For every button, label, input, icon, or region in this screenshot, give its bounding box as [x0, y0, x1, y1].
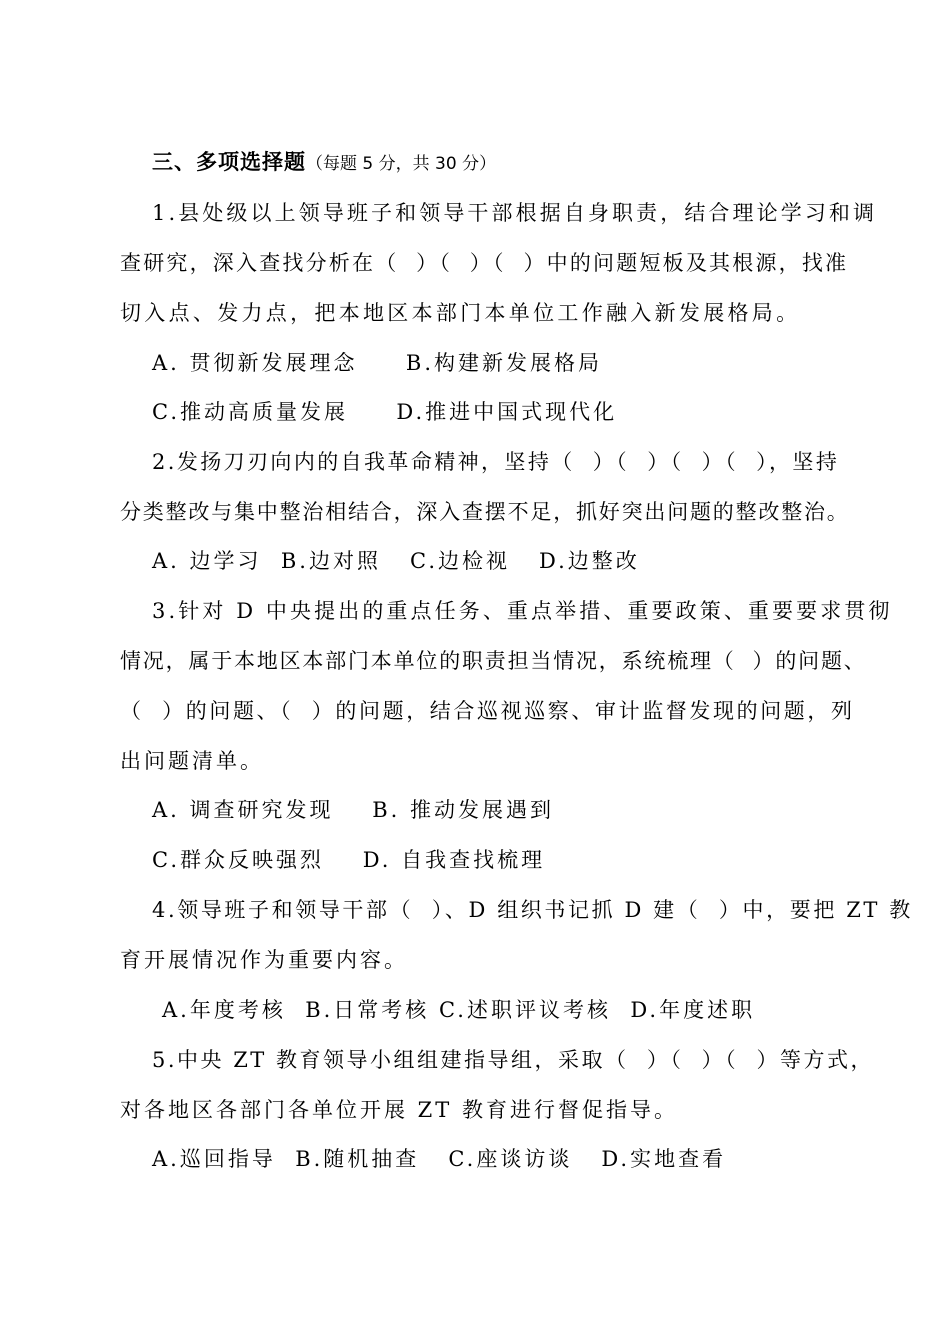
question-5-line-1: 5.中央 ZT 教育领导小组组建指导组，采取（ ）（ ）（ ）等方式，	[152, 1048, 875, 1072]
question-3-line-3: （ ）的问题、（ ）的问题，结合巡视巡察、审计监督发现的问题，列	[120, 699, 855, 723]
question-1-line-2: 查研究，深入查找分析在（ ）（ ）（ ）中的问题短板及其根源，找准	[120, 251, 849, 275]
question-2-options: A. 边学习 B.边对照 C.边检视 D.边整改	[152, 549, 640, 573]
question-2-line-1: 2.发扬刀刃向内的自我革命精神，坚持（ ）（ ）（ ）（ ），坚持	[152, 450, 840, 474]
question-3-line-1: 3.针对 D 中央提出的重点任务、重点举措、重要政策、重要要求贯彻	[152, 599, 893, 623]
question-1-line-3: 切入点、发力点，把本地区本部门本单位工作融入新发展格局。	[120, 301, 801, 325]
question-3-line-2: 情况，属于本地区本部门本单位的职责担当情况，系统梳理（ ）的问题、	[120, 649, 867, 673]
section-heading	[152, 147, 496, 179]
question-4-line-2: 育开展情况作为重要内容。	[120, 948, 408, 972]
question-1-options-row-2: C.推动高质量发展 D.推进中国式现代化	[152, 400, 618, 424]
question-4-line-1: 4.领导班子和领导干部（ ）、D 组织书记抓 D 建（ ）中，要把 ZT 教	[152, 898, 913, 922]
question-4-options: A.年度考核 B.日常考核 C.述职评议考核 D.年度述职	[162, 998, 756, 1022]
question-1-line-1: 1.县处级以上领导班子和领导干部根据自身职责，结合理论学习和调	[152, 201, 878, 225]
section-note: （每题 5 分，共 30 分）	[306, 154, 497, 174]
question-3-options-row-1: A. 调查研究发现 B. 推动发展遇到	[152, 798, 554, 822]
question-5-options: A.巡回指导 B.随机抽查 C.座谈访谈 D.实地查看	[152, 1147, 727, 1171]
question-3-line-4: 出问题清单。	[120, 749, 264, 773]
question-1-options-row-1: A. 贯彻新发展理念 B.构建新发展格局	[152, 351, 602, 375]
question-5-line-2: 对各地区各部门各单位开展 ZT 教育进行督促指导。	[120, 1098, 678, 1122]
question-3-options-row-2: C.群众反映强烈 D. 自我查找梳理	[152, 848, 546, 872]
question-2-line-2: 分类整改与集中整治相结合，深入查摆不足，抓好突出问题的整改整治。	[120, 500, 850, 524]
section-title: 三、多项选择题	[152, 150, 306, 174]
